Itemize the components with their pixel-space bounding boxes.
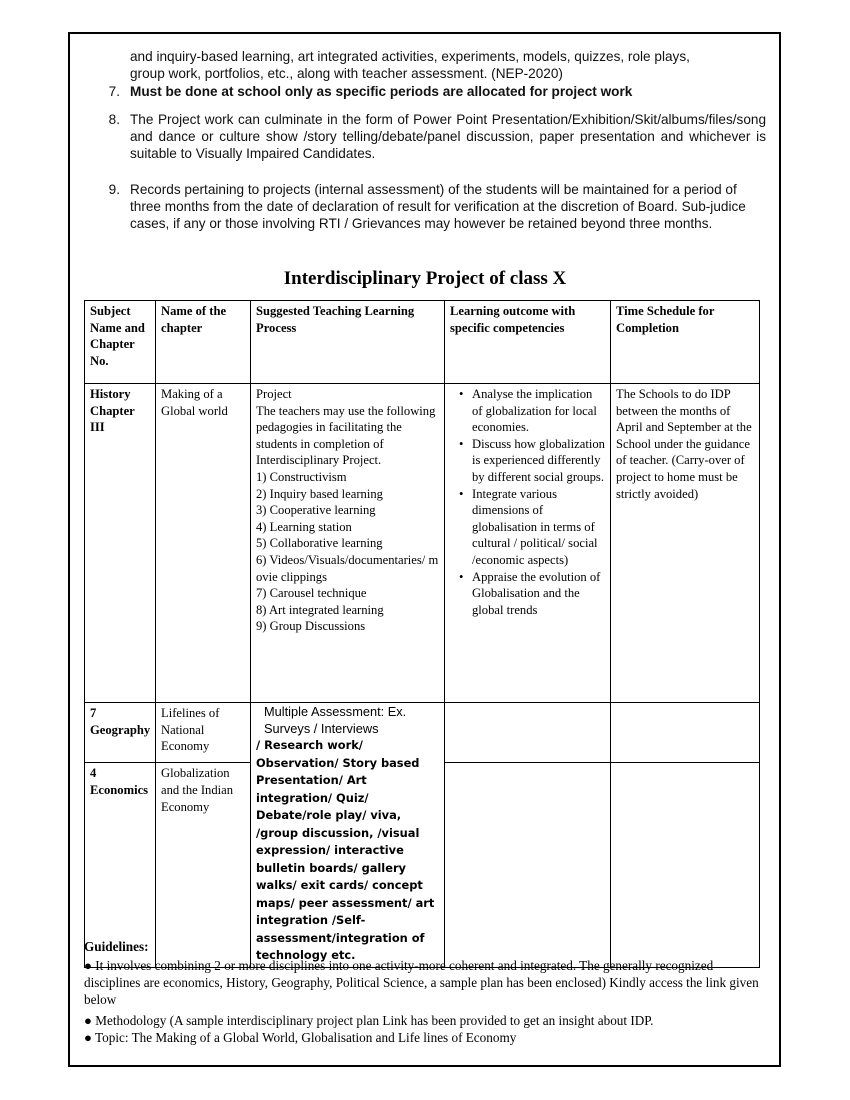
point-8-text: The Project work can culminate in the form of Power Point Presentation/Exhibition/Skit/albums/files/song and dance or culture show /story telling/debate/panel discussion, paper presentation and whichever is suitable to Visually Impaired Candidates. — [130, 112, 766, 161]
process-line: Project — [256, 387, 292, 401]
guideline-item: ● Methodology (A sample interdisciplinary project plan Link has been provided to get an insight about IDP. — [84, 1013, 654, 1028]
idp-table — [84, 300, 760, 968]
subject-geography: 7 Geography — [85, 703, 156, 763]
process-line: The teachers may use the following pedagogies in facilitating the students in completion of Interdisciplinary Project. — [256, 403, 436, 468]
process-line: 6) Videos/Visuals/documentaries/ movie clippings — [256, 552, 439, 584]
process-line: 7) Carousel technique — [256, 586, 367, 601]
list-item: • Appraise the evolution of Globalisation and the global trends — [460, 569, 605, 619]
process-line: 8) Art integrated learning — [256, 602, 384, 617]
empty-schedule-cell — [611, 763, 760, 967]
list-item: • Integrate various dimensions of globalisation in terms of cultural / political/ social /economic aspects) — [460, 486, 605, 569]
header-subject: Subject Name and Chapter No. — [85, 301, 156, 384]
list-item: • Analyse the implication of globalization for local economies. — [460, 386, 605, 436]
empty-outcome-cell — [445, 703, 611, 763]
point-7-number: 7. — [108, 84, 120, 99]
assessment-heading: Multiple Assessment: Ex. Surveys / Interviews — [264, 704, 407, 736]
outcome-list — [450, 386, 605, 618]
chapter-globalization: Globalization and the Indian Economy — [156, 763, 251, 967]
process-line: 9) Group Discussions — [256, 619, 366, 634]
process-line: 1) Constructivism — [256, 469, 347, 484]
table-row-geography — [85, 703, 760, 763]
process-line: 5) Collaborative learning — [256, 536, 383, 551]
chapter-lifelines: Lifelines of National Economy — [156, 703, 251, 763]
list-item: • Discuss how globalization is experienced differently by different social groups. — [460, 436, 605, 486]
header-chapter-name: Name of the chapter — [156, 301, 251, 384]
assessment-cell — [251, 703, 445, 968]
guidelines-heading: Guidelines: — [84, 939, 149, 954]
guideline-item: ● It involves combining 2 or more disciplines into one activity-more coherent and integrated. The generally recognized disciplines are economics, History, Geography, Political Science, a sample plan has been enclosed) Kindly access the link given below — [84, 958, 759, 1008]
learning-outcome-cell — [445, 384, 611, 703]
intro-line-2: group work, portfolios, etc., along with teacher assessment. (NEP-2020) — [130, 66, 563, 81]
intro-line-1: and inquiry-based learning, art integrated activities, experiments, models, quizzes, role plays, — [130, 49, 690, 64]
guideline-item: ● Topic: The Making of a Global World, Globalisation and Life lines of Economy — [84, 1030, 517, 1045]
chapter-making-global-world: Making of a Global world — [156, 384, 251, 703]
header-teaching-process: Suggested Teaching Learning Process — [251, 301, 445, 384]
process-line: 2) Inquiry based learning — [256, 486, 383, 501]
teaching-process-cell — [251, 384, 445, 703]
point-7-text: Must be done at school only as specific periods are allocated for project work — [130, 84, 633, 99]
empty-schedule-cell — [611, 703, 760, 763]
time-schedule-cell: The Schools to do IDP between the months of April and September at the School under the guidance of teacher. (Carry-over of project to home must be strictly avoided) — [611, 384, 760, 703]
section-title: Interdisciplinary Project of class X — [283, 268, 567, 289]
point-8-number: 8. — [108, 112, 120, 127]
header-learning-outcome: Learning outcome with specific competencies — [445, 301, 611, 384]
subject-history: History Chapter III — [85, 384, 156, 703]
assessment-methods: / Research work/ Observation/ Story based Presentation/ Art integration/ Quiz/ Debate/role play/ viva, /group discussion, /visual expression/ interactive bulletin boards/ gallery walks/ exit cards/ concept maps/ peer assessment/ art integration /Self-assessment/integration of technology etc. — [256, 738, 435, 962]
table-header-row — [85, 301, 760, 384]
point-9-number: 9. — [108, 182, 120, 197]
table-row-history — [85, 384, 760, 703]
process-line: 3) Cooperative learning — [256, 503, 376, 518]
empty-outcome-cell — [445, 763, 611, 967]
subject-economics: 4 Economics — [85, 763, 156, 967]
process-line: 4) Learning station — [256, 519, 352, 534]
point-9-text: Records pertaining to projects (internal assessment) of the students will be maintained for a period of three months from the date of declaration of result for verification at the discretion of Board. Sub-judice cases, if any or those involving RTI / Grievances may however be retained beyond three months. — [130, 182, 746, 231]
header-time-schedule: Time Schedule for Completion — [611, 301, 760, 384]
